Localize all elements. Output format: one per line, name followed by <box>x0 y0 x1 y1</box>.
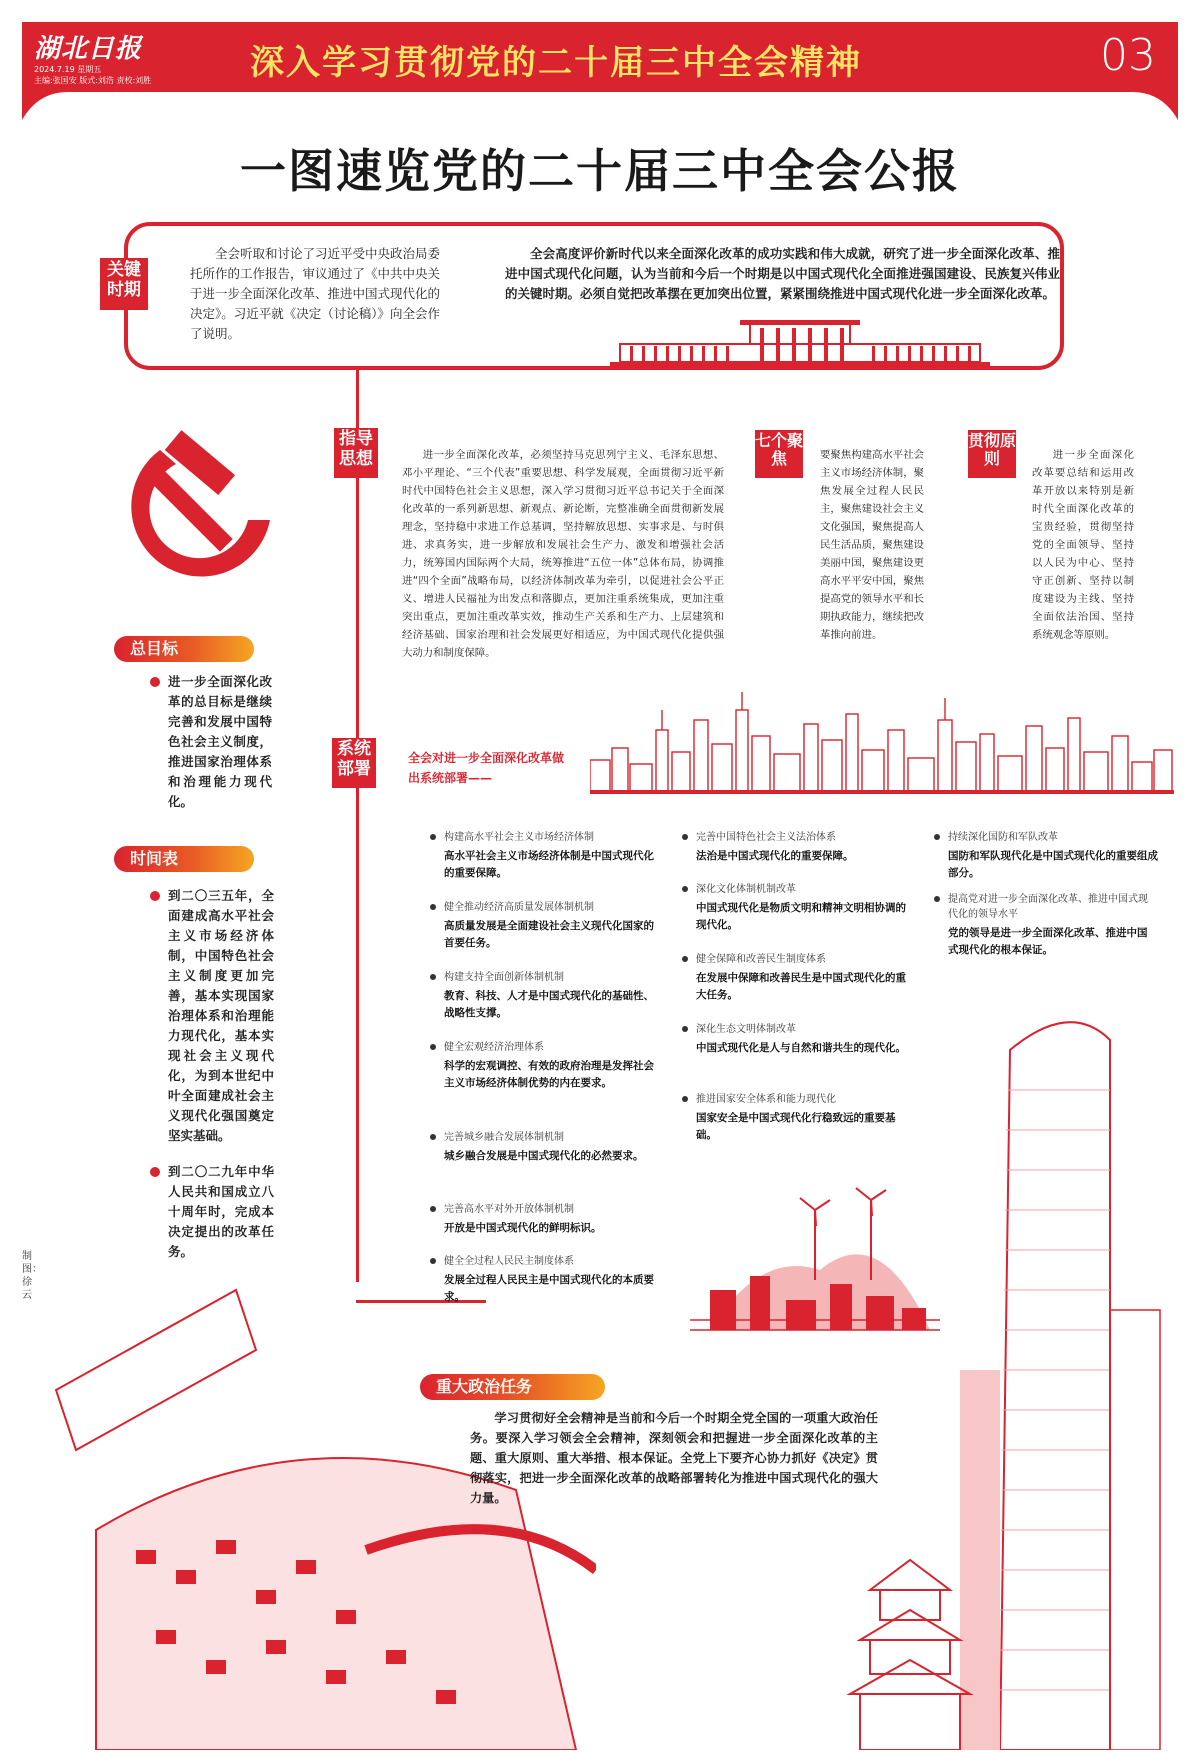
deployment-item-body: 发展全过程人民民主是中国式现代化的本质要求。 <box>444 1274 654 1303</box>
header-banner: 深入学习贯彻党的二十届三中全会精神 <box>250 43 862 83</box>
deployment-item-head: 完善中国特色社会主义法治体系 <box>696 832 836 843</box>
deployment-item-body: 高质量发展是全面建设社会主义现代化国家的首要任务。 <box>444 920 654 949</box>
party-emblem-icon <box>120 420 280 580</box>
timeline-label-text: 时间表 <box>130 849 179 868</box>
bullet-dot <box>150 891 160 901</box>
date-line: 2024.7.19 星期五 <box>34 65 102 74</box>
deployment-item <box>696 1022 906 1057</box>
deployment-item <box>948 892 1148 959</box>
deployment-item-head: 健全保障和改善民生制度体系 <box>696 954 826 965</box>
page-title: 一图速览党的二十届三中全会公报 <box>240 144 960 198</box>
header-curve <box>22 86 1178 120</box>
key-period-tag <box>100 258 148 310</box>
bullet-dot <box>150 677 160 687</box>
deployment-item-body: 在发展中保障和改善民生是中国式现代化的重大任务。 <box>696 972 906 1001</box>
deployment-item-head: 提高党对进一步全面深化改革、推进中国式现代化的领导水平 <box>948 894 1148 920</box>
deployment-item <box>444 1130 654 1165</box>
political-task-label-text: 重大政治任务 <box>436 1377 533 1396</box>
deployment-item-head: 深化生态文明体制改革 <box>696 1024 796 1035</box>
deployment-item <box>444 830 654 882</box>
deployment-item-body: 教育、科技、人才是中国式现代化的基础性、战略性支撑。 <box>444 990 654 1019</box>
deployment-item-head: 构建高水平社会主义市场经济体制 <box>444 832 594 843</box>
deployment-item <box>696 952 906 1004</box>
village-illustration <box>690 1180 940 1340</box>
deployment-item <box>444 1040 654 1092</box>
deployment-item-head: 推进国家安全体系和能力现代化 <box>696 1094 836 1105</box>
deployment-item <box>696 882 906 934</box>
guiding-thought-text: 进一步全面深化改革，必须坚持马克思列宁主义、毛泽东思想、邓小平理论、“三个代表”重要思想、科学发展观，全面贯彻习近平新时代中国特色社会主义思想，深入学习贯彻习近平总书记关于全面深化改革的一系列新思想、新观点、新论断，完整准确全面贯彻新发展理念，坚持稳中求进工作总基调，坚持解放思想、实事求是、与时俱进、求真务实，进一步解放和发展社会生产力、激发和增强社会活力，统筹国内国际两个大局，统筹推进“五位一体”总体布局，协调推进“四个全面”战略布局，以经济体制改革为牵引，以促进社会公平正义、增进人民福祉为出发点和落脚点，更加注重系统集成，更加注重突出重点，更加注重改革实效，推动生产关系和生产力、上层建筑和经济基础、国家治理和社会发展更好相适应，为中国式现代化提供强大动力和制度保障。 <box>402 449 724 659</box>
overall-goal-label <box>114 636 254 662</box>
deployment-item-head: 完善高水平对外开放体制机制 <box>444 1204 574 1215</box>
overall-goal-label-text: 总目标 <box>130 639 179 658</box>
deployment-item <box>696 1092 906 1144</box>
deployment-item-body: 中国式现代化是物质文明和精神文明相协调的现代化。 <box>696 902 906 931</box>
credit: 制图：徐云 <box>22 1251 42 1301</box>
building-illustration <box>36 1270 596 1750</box>
timeline-label <box>114 846 254 872</box>
deployment-item <box>444 900 654 952</box>
staff-line: 主编:张国安 版式:刘浩 责校:刘胜 <box>34 76 152 85</box>
deployment-item <box>696 830 906 865</box>
key-period-left-text: 全会听取和讨论了习近平受中央政治局委托所作的工作报告，审议通过了《中共中央关于进一步全面深化改革、推进中国式现代化的决定》。习近平就《决定（讨论稿）》向全会作了说明。 <box>190 246 441 341</box>
deployment-item-head: 健全推动经济高质量发展体制机制 <box>444 902 594 913</box>
deployment-item-body: 高水平社会主义市场经济体制是中国式现代化的重要保障。 <box>444 850 654 879</box>
deployment-item-body: 党的领导是进一步全面深化改革、推进中国式现代化的根本保证。 <box>948 927 1148 956</box>
city-skyline-illustration <box>590 690 1174 794</box>
deployment-item-body: 开放是中国式现代化的鲜明标识。 <box>444 1222 602 1234</box>
deployment-item-body: 国防和军队现代化是中国式现代化的重要组成部分。 <box>948 850 1158 879</box>
bullet-dot <box>150 1167 160 1177</box>
deployment-item-body: 国家安全是中国式现代化行稳致远的重要基础。 <box>696 1112 896 1141</box>
overall-goal-text: 进一步全面深化改革的总目标是继续完善和发展中国特色社会主义制度，推进国家治理体系和治理能力现代化。 <box>168 674 272 809</box>
principles-text: 进一步全面深化改革要总结和运用改革开放以来特别是新时代全面深化改革的宝贵经验，贯彻坚持党的全面领导、坚持以人民为中心、坚持守正创新、坚持以制度建设为主线、坚持全面依法治国、坚持系统观念等原则。 <box>1032 449 1134 641</box>
guiding-thought-tag-label: 指导思想 <box>339 429 373 469</box>
key-period-tag-label: 关键时期 <box>107 260 141 300</box>
deployment-item-head: 健全全过程人民民主制度体系 <box>444 1256 574 1267</box>
deployment-tag <box>332 738 376 788</box>
masthead: 湖北日报 <box>34 34 143 64</box>
deployment-item-body: 法治是中国式现代化的重要保障。 <box>696 850 854 862</box>
page-number: 03 <box>1100 30 1156 81</box>
timeline-item-2035: 到二〇三五年，全面建成高水平社会主义市场经济体制，中国特色社会主义制度更加完善，基本实现国家治理体系和治理能力现代化，基本实现社会主义现代化，为到本世纪中叶全面建成社会主义现代化强国奠定坚实基础。 <box>168 888 274 1143</box>
deployment-item-head: 持续深化国防和军队改革 <box>948 832 1058 843</box>
deployment-item-head: 完善城乡融合发展体制机制 <box>444 1132 564 1143</box>
deployment-item-head: 健全宏观经济治理体系 <box>444 1042 544 1053</box>
deployment-tag-label: 系统部署 <box>337 739 371 779</box>
deployment-item-body: 科学的宏观调控、有效的政府治理是发挥社会主义市场经济体制优势的内在要求。 <box>444 1060 654 1089</box>
deployment-item-head: 深化文化体制机制改革 <box>696 884 796 895</box>
deployment-item-body: 城乡融合发展是中国式现代化的必然要求。 <box>444 1150 644 1162</box>
seven-focus-tag <box>755 430 803 478</box>
skyscraper-illustration <box>960 1010 1180 1750</box>
political-task-text: 学习贯彻好全会精神是当前和今后一个时期全党全国的一项重大政治任务。要深入学习领会全会精神，深刻领会和把握进一步全面深化改革的主题、重大原则、重大举措、根本保证。全党上下要齐心协力抓好《决定》贯彻落实，把进一步全面深化改革的战略部署转化为推进中国式现代化的强大力量。 <box>470 1411 878 1505</box>
connector-line <box>356 370 359 1282</box>
seven-focus-tag-label: 七个聚焦 <box>755 431 804 469</box>
deployment-item-head: 构建支持全面创新体制机制 <box>444 972 564 983</box>
key-period-right-text: 全会高度评价新时代以来全面深化改革的成功实践和伟大成就，研究了进一步全面深化改革、推进中国式现代化问题，认为当前和今后一个时期是以中国式现代化全面推进强国建设、民族复兴伟业的关键时期。必须自觉把改革摆在更加突出位置，紧紧围绕推进中国式现代化进一步全面深化改革。 <box>505 246 1060 301</box>
deployment-item <box>948 830 1158 882</box>
great-hall-illustration <box>610 318 990 370</box>
political-task-label <box>420 1374 605 1400</box>
deployment-item <box>444 1202 654 1237</box>
timeline-item-2029: 到二〇二九年中华人民共和国成立八十周年时，完成本决定提出的改革任务。 <box>168 1164 274 1259</box>
principles-tag <box>968 430 1016 478</box>
deployment-caption: 全会对进一步全面深化改革做出系统部署—— <box>408 751 565 785</box>
seven-focus-text: 要聚焦构建高水平社会主义市场经济体制，聚焦发展全过程人民民主，聚焦建设社会主义文化强国，聚焦提高人民生活品质，聚焦建设美丽中国，聚焦建设更高水平平安中国，聚焦提高党的领导水平和长期执政能力，继续把改革推向前进。 <box>820 449 924 641</box>
deployment-item <box>444 970 654 1022</box>
deployment-item-body: 中国式现代化是人与自然和谐共生的现代化。 <box>696 1042 906 1054</box>
yellow-crane-tower-illustration <box>840 1530 980 1750</box>
principles-tag-label: 贯彻原则 <box>968 431 1017 469</box>
guiding-thought-tag <box>334 428 378 478</box>
